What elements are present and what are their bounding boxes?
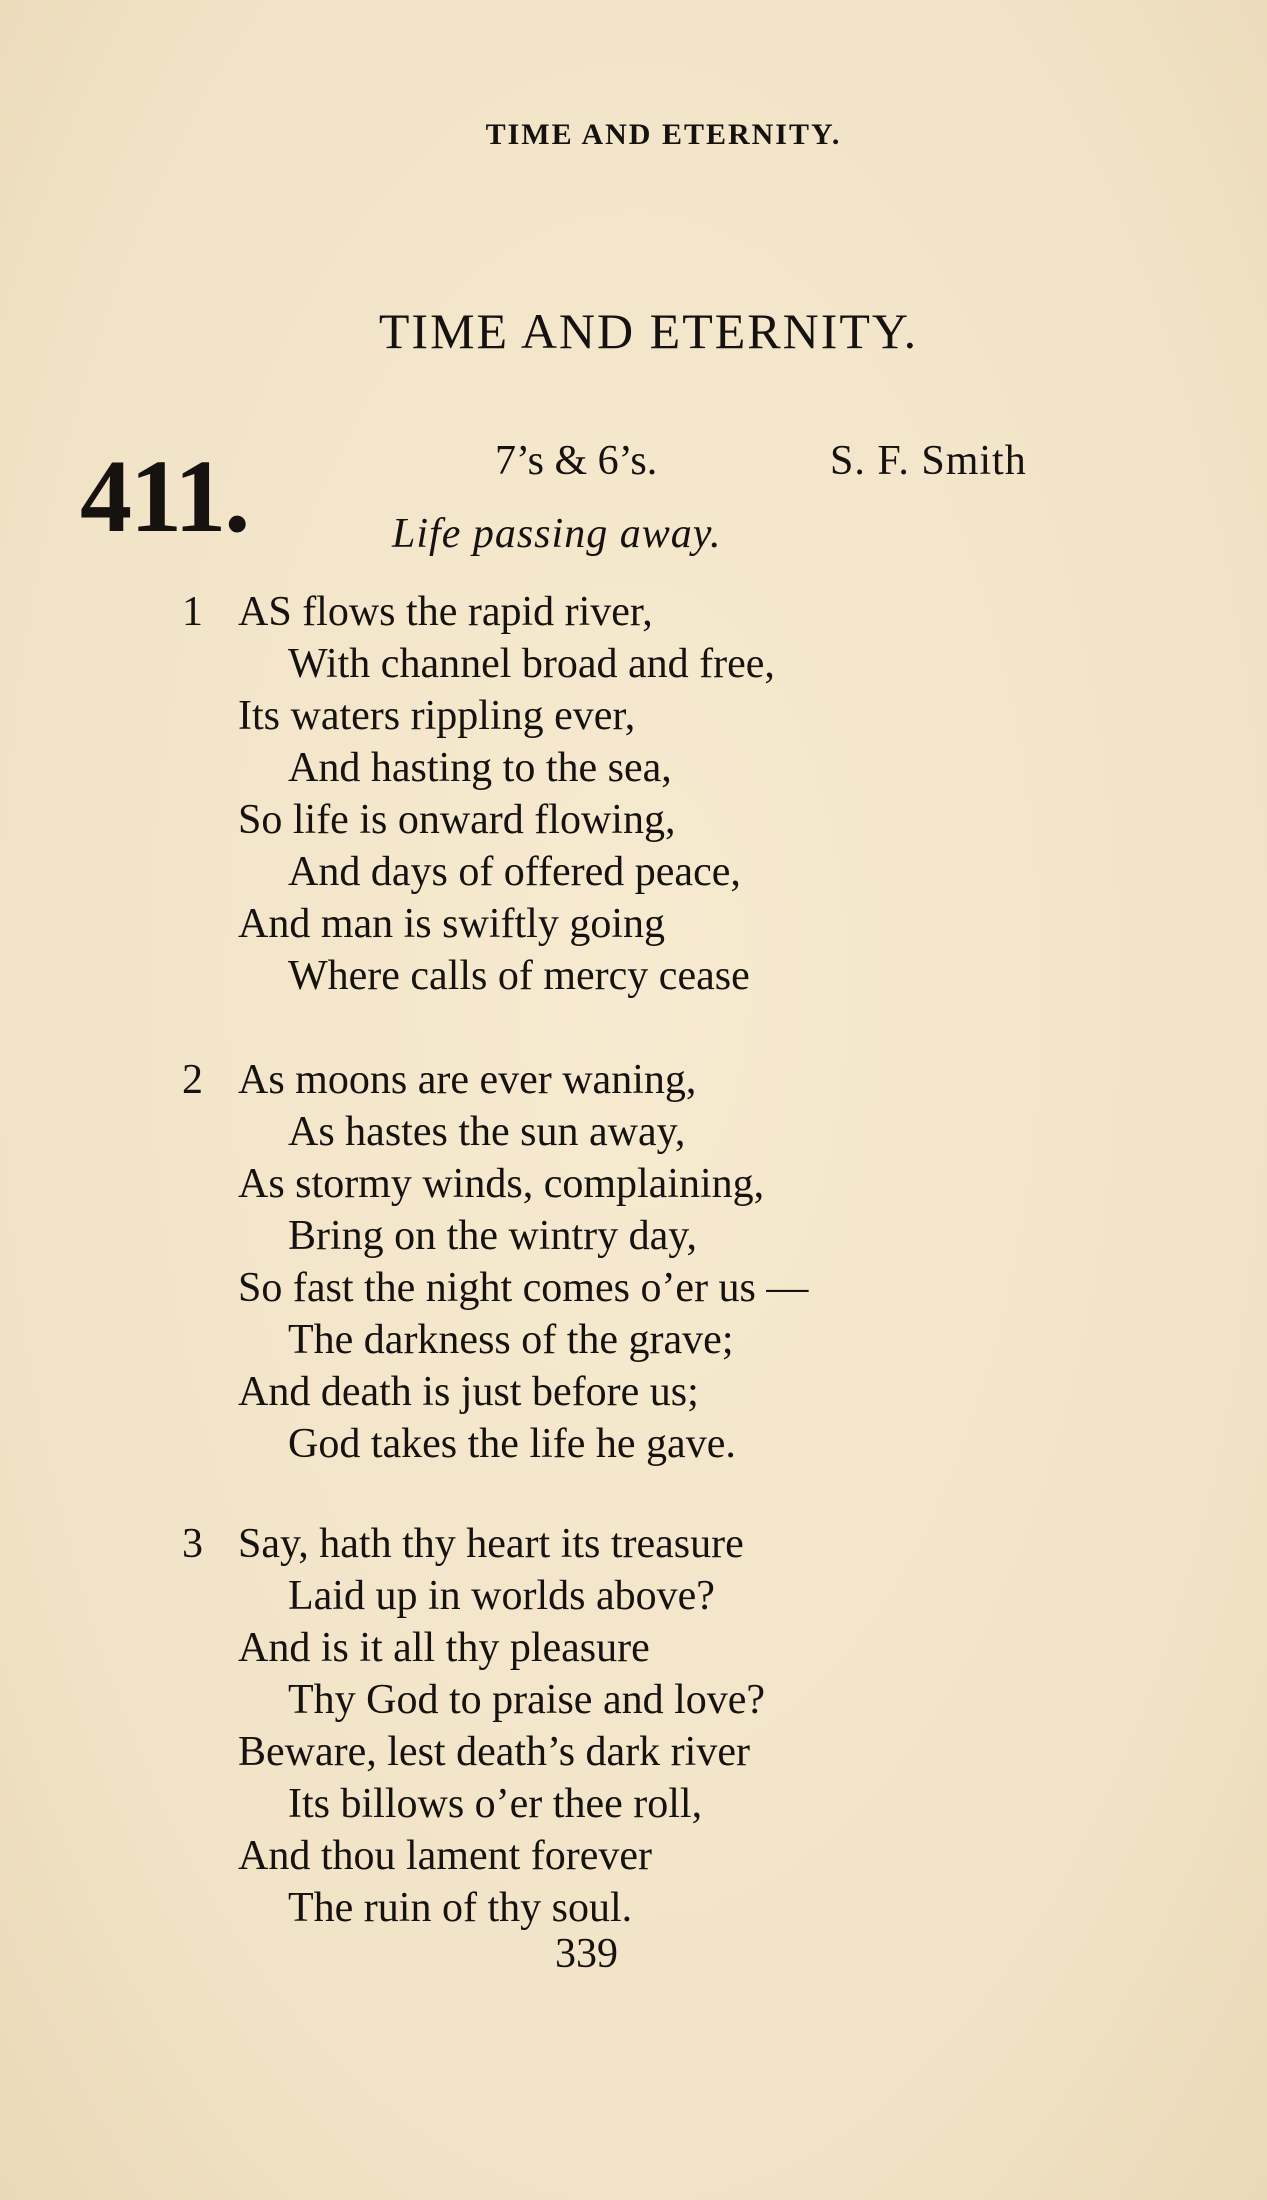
page-number: 339 [555,1931,618,1977]
verse-line: And thou lament forever [238,1833,653,1879]
verse-line: So fast the night comes o’er us — [238,1265,809,1311]
stanza-number: 2 [182,1057,203,1103]
running-head-text: TIME AND ETERNITY. [485,118,842,151]
verse-line: As stormy winds, complaining, [238,1161,765,1207]
verse-line: Where calls of mercy cease [288,953,750,999]
verse-line: As hastes the sun away, [288,1109,686,1155]
verse-line: Its waters rippling ever, [238,693,636,739]
verse-line: And is it all thy pleasure [238,1625,650,1671]
verse-line: Bring on the wintry day, [288,1213,698,1259]
verse-line: And man is swiftly going [238,901,665,947]
verse-line: And days of offered peace, [288,849,741,895]
stanza-number: 1 [182,589,203,635]
verse-line: Say, hath thy heart its treasure [238,1521,744,1567]
hymn-number: 411. [80,439,249,554]
verse-line: God takes the life he gave. [288,1421,736,1467]
verse-line: Thy God to praise and love? [288,1677,766,1723]
verse-line: The darkness of the grave; [288,1317,734,1363]
verse-line: The ruin of thy soul. [288,1885,633,1931]
hymn-author: S. F. Smith [830,438,1027,484]
verse-line: And death is just before us; [238,1369,699,1415]
section-title: TIME AND ETERNITY. [378,303,919,359]
verse-line: And hasting to the sea, [288,745,672,791]
verse-line: Its billows o’er thee roll, [288,1781,703,1827]
running-head [0,118,1267,152]
hymn-meter: 7’s & 6’s. [495,438,658,484]
verse-line: Beware, lest death’s dark river [238,1729,750,1775]
hymn-subtitle: Life passing away. [392,511,722,557]
stanza-number: 3 [182,1521,203,1567]
verse-line: So life is onward flowing, [238,797,676,843]
verse-line: Laid up in worlds above? [288,1573,715,1619]
verse-line: With channel broad and free, [288,641,775,687]
verse-line: As moons are ever waning, [238,1057,697,1103]
verse-line: AS flows the rapid river, [238,589,653,635]
